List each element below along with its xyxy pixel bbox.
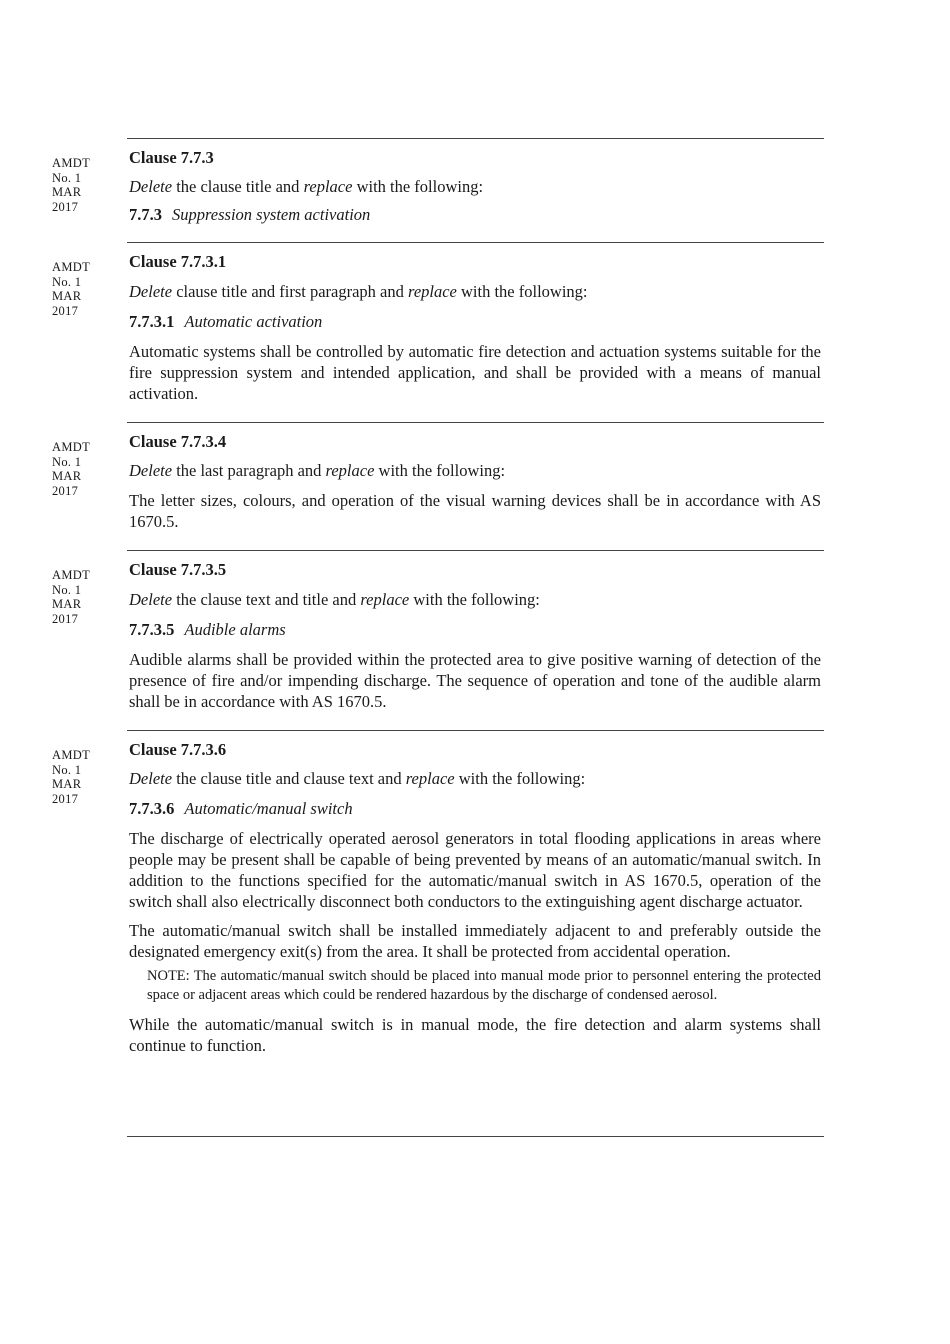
clause-paragraph: The discharge of electrically operated aerosol generators in total flooding applications in areas where people may be present shall be capable of being prevented by means of an automatic/manual switch. In addition to the functions specified for the automatic/manual switch in AS 1670.5, operation of the switch shall also electrically disconnect both conductors to the extinguishing agent discharge actuator. bbox=[129, 829, 821, 911]
amendment-margin-note: AMDT No. 1 MAR 2017 bbox=[52, 156, 91, 214]
clause-title: Clause 7.7.3.6 bbox=[129, 740, 227, 759]
amendment-instruction: Delete the clause title and replace with the following: bbox=[129, 177, 484, 196]
clause-paragraph: Automatic systems shall be controlled by automatic fire detection and actuation systems suitable for the fire suppression system and intended application, and shall be provided with a means of manual activation. bbox=[129, 342, 821, 403]
amendment-margin-note: AMDT No. 1 MAR 2017 bbox=[52, 260, 91, 318]
clause-title: Clause 7.7.3.5 bbox=[129, 560, 227, 579]
amendment-margin-note: AMDT No. 1 MAR 2017 bbox=[52, 440, 91, 498]
note-text: The automatic/manual switch should be placed into manual mode prior to personnel entering the protected space or adjacent areas which could be rendered hazardous by the discharge of condensed aerosol. bbox=[147, 968, 821, 1003]
divider-rule bbox=[127, 138, 824, 139]
amendment-instruction: Delete the last paragraph and replace with the following: bbox=[129, 461, 506, 480]
section-body bbox=[129, 559, 821, 712]
subclause-heading: 7.7.3.1 Automatic activation bbox=[129, 312, 323, 331]
clause-title: Clause 7.7.3 bbox=[129, 148, 214, 167]
note-label: NOTE: bbox=[147, 968, 190, 984]
divider-rule bbox=[127, 242, 824, 243]
clause-title: Clause 7.7.3.1 bbox=[129, 252, 227, 271]
section-body bbox=[129, 147, 821, 225]
divider-rule bbox=[127, 730, 824, 731]
section-body bbox=[129, 739, 821, 1056]
amendment-margin-note: AMDT No. 1 MAR 2017 bbox=[52, 748, 91, 806]
amendment-margin-note: AMDT No. 1 MAR 2017 bbox=[52, 568, 91, 626]
clause-note bbox=[147, 967, 821, 1005]
amendment-instruction: Delete clause title and first paragraph and replace with the following: bbox=[129, 282, 588, 301]
section-body bbox=[129, 431, 821, 532]
section-body bbox=[129, 251, 821, 404]
amendment-instruction: Delete the clause title and clause text and replace with the following: bbox=[129, 769, 586, 788]
subclause-heading: 7.7.3 Suppression system activation bbox=[129, 205, 371, 224]
clause-paragraph: The letter sizes, colours, and operation of the visual warning devices shall be in accordance with AS 1670.5. bbox=[129, 491, 821, 531]
divider-rule bbox=[127, 550, 824, 551]
subclause-heading: 7.7.3.6 Automatic/manual switch bbox=[129, 799, 353, 818]
clause-paragraph: Audible alarms shall be provided within the protected area to give positive warning of detection of the presence of fire and/or impending discharge. The sequence of operation and tone of the audible alarm shall be in accordance with AS 1670.5. bbox=[129, 650, 821, 711]
amendment-instruction: Delete the clause text and title and replace with the following: bbox=[129, 590, 540, 609]
divider-rule bbox=[127, 422, 824, 423]
subclause-heading: 7.7.3.5 Audible alarms bbox=[129, 620, 286, 639]
clause-title: Clause 7.7.3.4 bbox=[129, 432, 227, 451]
clause-paragraph: While the automatic/manual switch is in manual mode, the fire detection and alarm systems shall continue to function. bbox=[129, 1015, 821, 1055]
clause-paragraph: The automatic/manual switch shall be installed immediately adjacent to and preferably outside the designated emergency exit(s) from the area. It shall be protected from accidental operation. bbox=[129, 921, 821, 961]
divider-rule bbox=[127, 1136, 824, 1137]
